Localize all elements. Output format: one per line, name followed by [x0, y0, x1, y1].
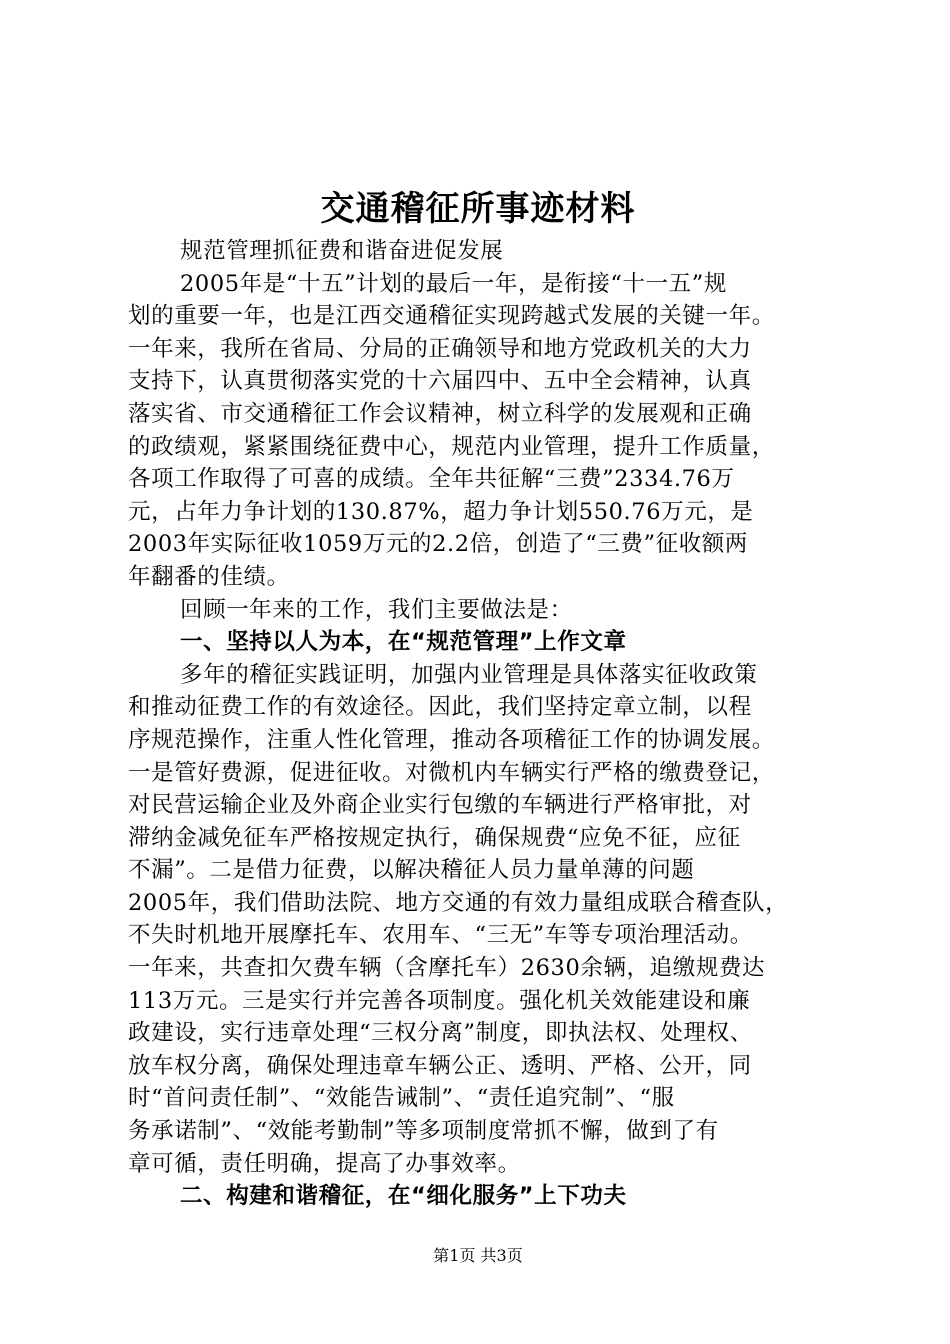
paragraph-line: 落实省、市交通稽征工作会议精神，树立科学的发展观和正确	[128, 400, 752, 427]
paragraph-line: 一年来，我所在省局、分局的正确领导和地方党政机关的大力	[128, 335, 752, 362]
paragraph-line: 元，占年力争计划的130.87%，超力争计划550.76万元，是	[128, 498, 754, 525]
paragraph-line: 的政绩观，紧紧围绕征费中心，规范内业管理，提升工作质量，	[128, 433, 775, 460]
paragraph-line: 多年的稽征实践证明，加强内业管理是具体落实征收政策	[180, 661, 758, 688]
paragraph-line: 放车权分离，确保处理违章车辆公正、透明、严格、公开，同	[128, 1052, 752, 1079]
paragraph-line: 章可循，责任明确，提高了办事效率。	[128, 1150, 521, 1177]
paragraph-line: 时“首问责任制”、“效能告诫制”、“责任追究制”、“服	[128, 1085, 675, 1112]
paragraph-line: 年翻番的佳绩。	[128, 563, 290, 590]
paragraph-line: 一是管好费源，促进征收。对微机内车辆实行严格的缴费登记，	[128, 759, 775, 786]
paragraph-line: 序规范操作，注重人性化管理，推动各项稽征工作的协调发展。	[128, 726, 775, 753]
paragraph-line: 支持下，认真贯彻落实党的十六届四中、五中全会精神，认真	[128, 368, 752, 395]
document-body	[128, 235, 828, 1213]
paragraph-line: 对民营运输企业及外商企业实行包缴的车辆进行严格审批，对	[128, 792, 752, 819]
paragraph-line: 113万元。三是实行并完善各项制度。强化机关效能建设和廉	[128, 987, 751, 1014]
paragraph-line: 2005年，我们借助法院、地方交通的有效力量组成联合稽查队，	[128, 889, 789, 916]
document-title: 交通稽征所事迹材料	[320, 189, 636, 229]
paragraph-line: 务承诺制”、“效能考勤制”等多项制度常抓不懈，做到了有	[128, 1118, 719, 1145]
document-page	[128, 0, 828, 1344]
paragraph-line: 划的重要一年，也是江西交通稽征实现跨越式发展的关键一年。	[128, 303, 775, 330]
paragraph-line: 滞纳金减免征车严格按规定执行，确保规费“应免不征，应征	[128, 824, 741, 851]
paragraph-line: 不漏”。二是借力征费，以解决稽征人员力量单薄的问题	[128, 857, 695, 884]
paragraph-line: 各项工作取得了可喜的成绩。全年共征解“三费”2334.76万	[128, 466, 735, 493]
section-heading: 一、坚持以人为本，在“规范管理”上作文章	[180, 629, 627, 656]
paragraph-line: 一年来，共查扣欠费车辆（含摩托车）2630余辆，追缴规费达	[128, 955, 766, 982]
page-number: 第1页 共3页	[433, 1246, 523, 1265]
paragraph-line: 2005年是“十五”计划的最后一年，是衔接“十一五”规	[180, 270, 727, 297]
section-heading: 二、构建和谐稽征，在“细化服务”上下功夫	[180, 1183, 627, 1210]
paragraph-line: 和推动征费工作的有效途径。因此，我们坚持定章立制，以程	[128, 694, 752, 721]
paragraph-line: 回顾一年来的工作，我们主要做法是：	[180, 596, 573, 623]
paragraph-line: 政建设，实行违章处理“三权分离”制度，即执法权、处理权、	[128, 1020, 753, 1047]
paragraph-line: 不失时机地开展摩托车、农用车、“三无”车等专项治理活动。	[128, 922, 753, 949]
document-subtitle: 规范管理抓征费和谐奋进促发展	[180, 238, 504, 264]
paragraph-line: 2003年实际征收1059万元的2.2倍，创造了“三费”征收额两	[128, 531, 749, 558]
